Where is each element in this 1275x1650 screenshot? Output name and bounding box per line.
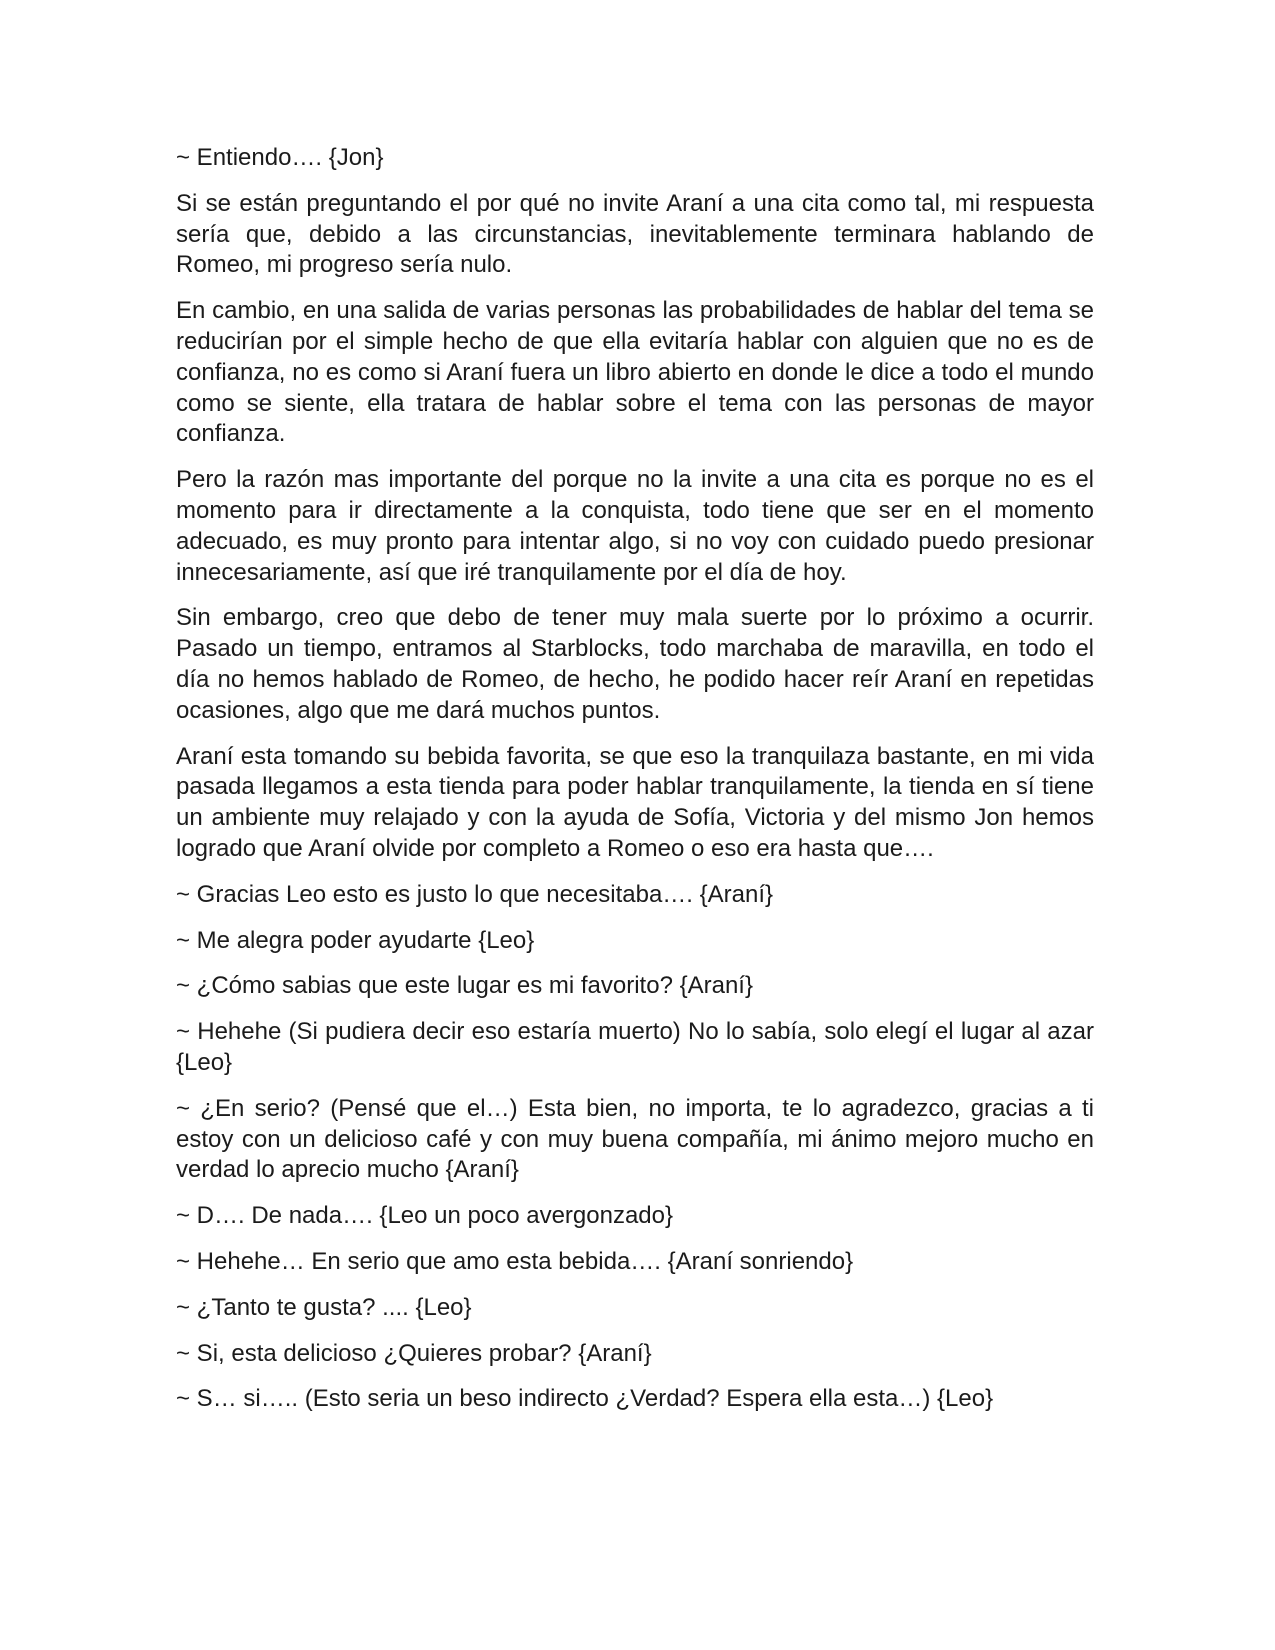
narration-paragraph: Araní esta tomando su bebida favorita, se que eso la tranquilaza bastante, en mi vida pasada llegamos a esta tienda para poder hablar tranquilamente, la tienda en sí tiene un ambiente muy relajado y con la ayuda de Sofía, Victoria y del mismo Jon hemos logrado que Araní olvide por completo a Romeo o eso era hasta que…. [176,742,1094,862]
dialogue-line: ~ Si, esta delicioso ¿Quieres probar? {Araní} [176,1339,652,1367]
dialogue-line: ~ S… si….. (Esto seria un beso indirecto ¿Verdad? Espera ella esta…) {Leo} [176,1385,994,1413]
dialogue-line: ~ D…. De nada…. {Leo un poco avergonzado} [176,1202,674,1230]
dialogue-line: ~ Hehehe… En serio que amo esta bebida…. {Araní sonriendo} [176,1247,854,1275]
dialogue-line: ~ ¿Cómo sabias que este lugar es mi favorito? {Araní} [176,972,753,1000]
narration-paragraph: En cambio, en una salida de varias personas las probabilidades de hablar del tema se reducirían por el simple hecho de que ella evitaría hablar con alguien que no es de confianza, no es como si Araní fuera un libro abierto en donde le dice a todo el mundo como se siente, ella tratara de hablar sobre el tema con las personas de mayor confianza. [176,297,1094,448]
dialogue-line: ~ Me alegra poder ayudarte {Leo} [176,926,535,954]
narration-paragraph: Pero la razón mas importante del porque no la invite a una cita es porque no es el momento para ir directamente a la conquista, todo tiene que ser en el momento adecuado, es muy pronto para intentar algo, si no voy con cuidado puedo presionar innecesariamente, así que iré tranquilamente por el día de hoy. [176,466,1094,586]
dialogue-line: ~ Entiendo…. {Jon} [176,144,384,171]
dialogue-line: ~ ¿En serio? (Pensé que el…) Esta bien, no importa, te lo agradezco, gracias a ti estoy con un delicioso café y con muy buena compañía, mi ánimo mejoro mucho en verdad lo aprecio mucho {Araní} [176,1094,1094,1184]
dialogue-line: ~ Hehehe (Si pudiera decir eso estaría muerto) No lo sabía, solo elegí el lugar al azar {Leo} [176,1018,1094,1076]
narration-paragraph: Si se están preguntando el por qué no invite Araní a una cita como tal, mi respuesta sería que, debido a las circunstancias, inevitablemente terminara hablando de Romeo, mi progreso sería nulo. [176,189,1094,279]
document-body [176,143,1094,1415]
narration-paragraph: Sin embargo, creo que debo de tener muy mala suerte por lo próximo a ocurrir. Pasado un tiempo, entramos al Starblocks, todo marchaba de maravilla, en todo el día no hemos hablado de Romeo, de hecho, he podido hacer reír Araní en repetidas ocasiones, algo que me dará muchos puntos. [176,604,1094,724]
dialogue-line: ~ Gracias Leo esto es justo lo que necesitaba…. {Araní} [176,880,774,908]
dialogue-line: ~ ¿Tanto te gusta? .... {Leo} [176,1293,472,1321]
